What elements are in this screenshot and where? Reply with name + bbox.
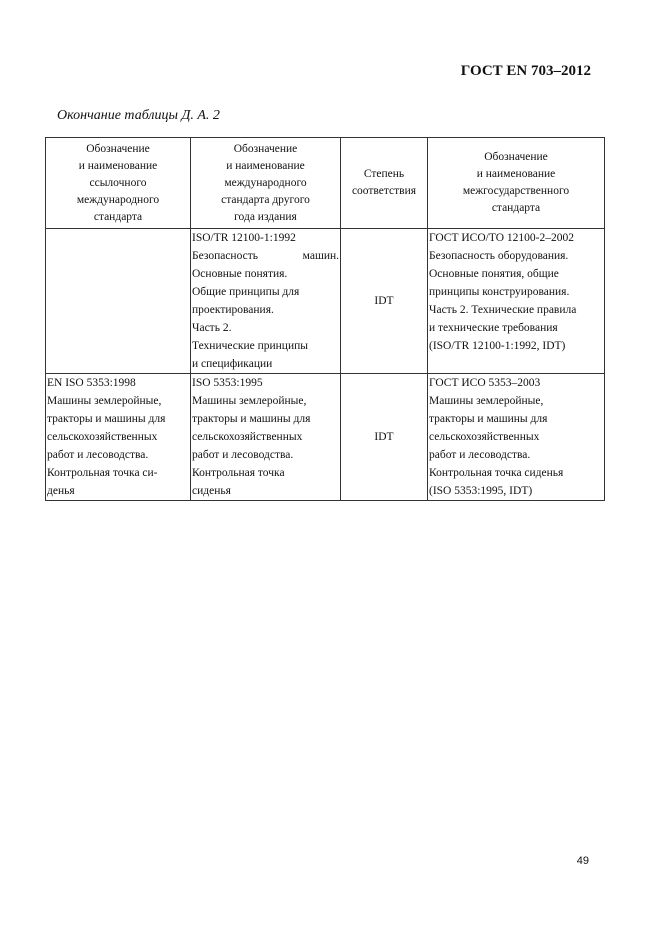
table-row	[46, 374, 605, 501]
table-caption: Окончание таблицы Д. А. 2	[57, 108, 220, 123]
cell-line: EN ISO 5353:1998	[47, 377, 136, 389]
cell-line: (ISO 5353:1995, IDT)	[429, 485, 533, 497]
header-line: года издания	[234, 210, 297, 223]
degree-value: IDT	[374, 295, 394, 307]
cell-line: ГОСТ ИСО 5353–2003	[429, 377, 541, 389]
cell-reference-standard	[46, 229, 191, 374]
cell-line: сиденья	[192, 485, 231, 497]
cell-line: Безопасность машин.	[192, 250, 339, 262]
header-line: Обозначение	[484, 151, 548, 163]
cell-line: ISO/TR 12100-1:1992	[192, 232, 296, 244]
cell-interstate-standard	[428, 374, 605, 501]
cell-line: сельскохозяйственных	[429, 431, 540, 443]
header-line: стандарта другого	[221, 193, 310, 206]
cell-reference-standard	[46, 374, 191, 501]
cell-line: Машины землеройные,	[47, 395, 162, 407]
cell-line: работ и лесоводства.	[47, 449, 149, 461]
cell-line: сельскохозяйственных	[47, 431, 158, 443]
standards-table	[45, 137, 605, 501]
cell-line: Контрольная точка си-	[47, 467, 158, 479]
cell-line: сельскохозяйственных	[192, 431, 303, 443]
header-line: стандарта	[491, 202, 541, 214]
cell-line: и технические требования	[429, 322, 558, 334]
cell-line: денья	[47, 485, 75, 497]
header-interstate-standard	[428, 138, 605, 229]
header-line: и наименование	[78, 159, 158, 172]
header-line: стандарта	[93, 210, 143, 223]
header-line: и наименование	[226, 159, 305, 172]
cell-line: принципы конструирования.	[429, 286, 570, 298]
header-line: Обозначение	[86, 142, 150, 155]
cell-line: Основные понятия.	[192, 268, 288, 280]
document-code: ГОСТ EN 703–2012	[460, 63, 591, 79]
cell-international-standard	[191, 374, 341, 501]
cell-line: и спецификации	[192, 358, 273, 370]
cell-line: Общие принципы для	[192, 286, 300, 298]
header-international-standard	[191, 138, 341, 229]
cell-international-standard	[191, 229, 341, 374]
cell-line: Контрольная точка	[192, 467, 285, 479]
degree-value: IDT	[374, 431, 394, 443]
header-line: и наименование	[476, 168, 556, 180]
cell-line: Безопасность оборудования.	[429, 250, 569, 262]
cell-line: Часть 2. Технические правила	[429, 304, 577, 316]
header-line: международного	[224, 176, 307, 189]
page-number: 49	[576, 855, 589, 867]
cell-line: тракторы и машины для	[47, 413, 166, 425]
header-line: соответствия	[351, 185, 417, 197]
header-line: межгосударственного	[462, 185, 570, 197]
cell-line: тракторы и машины для	[192, 413, 311, 425]
cell-degree	[341, 229, 428, 374]
cell-line: тракторы и машины для	[429, 413, 548, 425]
header-line: международного	[76, 193, 160, 206]
cell-line: Машины землеройные,	[429, 395, 544, 407]
header-line: Степень	[363, 168, 405, 180]
cell-interstate-standard	[428, 229, 605, 374]
cell-line: ISO 5353:1995	[192, 377, 263, 389]
header-line: Обозначение	[233, 142, 298, 155]
cell-line: работ и лесоводства.	[429, 449, 531, 461]
header-degree	[341, 138, 428, 229]
cell-line: работ и лесоводства.	[192, 449, 294, 461]
cell-degree	[341, 374, 428, 501]
cell-line: ГОСТ ИСО/ТО 12100-2–2002	[429, 232, 574, 244]
cell-line: Контрольная точка сиденья	[429, 467, 564, 479]
cell-line: (ISO/TR 12100-1:1992, IDT)	[429, 340, 566, 352]
table-row	[46, 229, 605, 374]
cell-line: Основные понятия, общие	[429, 268, 559, 280]
cell-line: Технические принципы	[192, 340, 308, 352]
cell-line: проектирования.	[192, 304, 274, 316]
header-line: ссылочного	[89, 176, 147, 189]
cell-line: Часть 2.	[192, 322, 232, 334]
table-header-row	[46, 138, 605, 229]
header-reference-standard	[46, 138, 191, 229]
cell-line: Машины землеройные,	[192, 395, 307, 407]
